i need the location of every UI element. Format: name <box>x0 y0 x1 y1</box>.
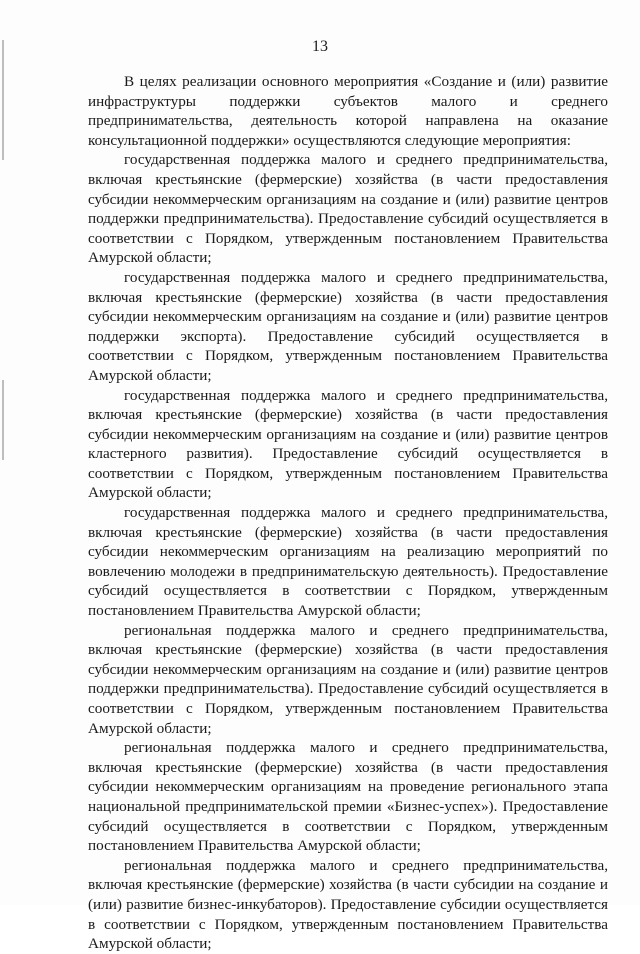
page-number: 13 <box>312 38 328 55</box>
paragraph-item: государственная поддержка малого и среднего предпринимательства, включая крестьянские (фермерские) хозяйства (в части предоставления субсидии некоммерческим организациям на создание и (или) развитие центров поддержки экспорта). Предоставление субсидий осуществляется в соответствии с Порядком, утвержденным постановлением Правительства Амурской области; <box>88 268 608 384</box>
paragraph-item: государственная поддержка малого и среднего предпринимательства, включая крестьянские (фермерские) хозяйства (в части предоставления субсидии некоммерческим организациям на создание и (или) развитие центров поддержки предпринимательства). Предоставление субсидий осуществляется в соответствии с Порядком, утвержденным постановлением Правительства Амурской области; <box>88 151 608 267</box>
paragraph-item: региональная поддержка малого и среднего предпринимательства, включая крестьянские (фермерские) хозяйства (в части предоставления субсидии некоммерческим организациям на создание и (или) развитие центров поддержки предпринимательства). Предоставление субсидий осуществляется в соответствии с Порядком, утвержденным постановлением Правительства Амурской области; <box>88 621 608 737</box>
paragraph-item: государственная поддержка малого и среднего предпринимательства, включая крестьянские (фермерские) хозяйства (в части предоставления субсидии некоммерческим организациям на создание и (или) развитие центров кластерного развития). Предоставление субсидий осуществляется в соответствии с Порядком, утвержденным постановлением Правительства Амурской области; <box>88 386 608 502</box>
scan-edge-mark <box>2 40 4 160</box>
paragraph-intro: В целях реализации основного мероприятия «Создание и (или) развитие инфраструктуры поддержки субъектов малого и среднего предпринимательства, деятельность которой направлена на оказание консультационной поддержки» осуществляются следующие мероприятия: <box>88 73 608 149</box>
paragraph-item: региональная поддержка малого и среднего предпринимательства, включая крестьянские (фермерские) хозяйства (в части субсидии на создание и (или) развитие бизнес-инкубаторов). Предоставление субсидии осуществляется в соответствии с Порядком, утвержденным постановлением Правительства Амурской области; <box>88 856 608 953</box>
document-body <box>88 72 608 954</box>
paragraph-item: региональная поддержка малого и среднего предпринимательства, включая крестьянские (фермерские) хозяйства (в части предоставления субсидии некоммерческим организациям на проведение регионального этапа национальной предпринимательской премии «Бизнес-успех»). Предоставление субсидий осуществляется в соответствии с Порядком, утвержденным постановлением Правительства Амурской области; <box>88 739 608 855</box>
scan-edge-mark <box>2 380 4 460</box>
paragraph-item: государственная поддержка малого и среднего предпринимательства, включая крестьянские (фермерские) хозяйства (в части предоставления субсидии некоммерческим организациям на реализацию мероприятий по вовлечению молодежи в предпринимательскую деятельность). Предоставление субсидий осуществляется в соответствии с Порядком, утвержденным постановлением Правительства Амурской области; <box>88 504 608 620</box>
